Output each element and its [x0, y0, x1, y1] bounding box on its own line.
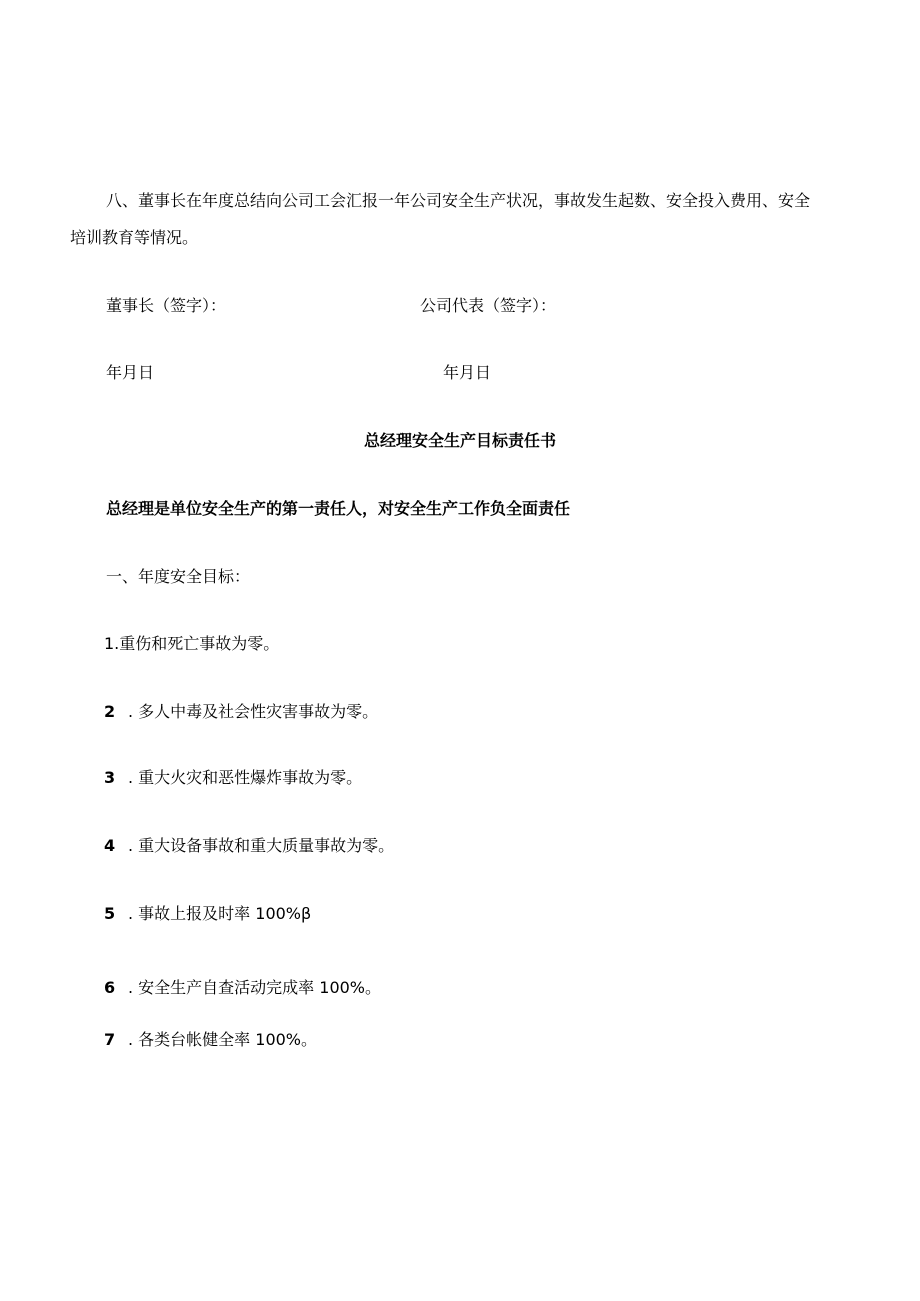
goal-text: 重伤和死亡事故为零。	[119, 634, 280, 653]
goal-number: 3	[104, 768, 116, 787]
goal-number: 4	[104, 836, 116, 855]
goal-text: . 重大火灾和恶性爆炸事故为零。	[128, 768, 363, 787]
section-8-line-2: 培训教育等情况。	[70, 228, 199, 247]
goals-heading: 一、年度安全目标：	[106, 567, 251, 586]
goal-number: 7	[104, 1030, 116, 1049]
goal-number: 5	[104, 904, 116, 923]
goal-text: . 重大设备事故和重大质量事故为零。	[128, 836, 395, 855]
goal-text: . 各类台帐健全率 100%。	[128, 1030, 318, 1049]
goal-text: . 事故上报及时率 100%β	[128, 904, 312, 923]
goal-number: 6	[104, 978, 116, 997]
company-rep-signature-label: 公司代表（签字）：	[420, 296, 557, 315]
section-8-line-1: 八、董事长在年度总结向公司工会汇报一年公司安全生产状况，事故发生起数、安全投入费用、安全	[106, 191, 811, 210]
goal-text: . 多人中毒及社会性灾害事故为零。	[128, 702, 379, 721]
goal-item-6	[104, 978, 381, 998]
goal-item-2	[104, 702, 378, 722]
goal-item-4	[104, 836, 394, 856]
goal-item-5	[104, 904, 311, 924]
goal-number: 2	[104, 702, 116, 721]
goal-text: . 安全生产自查活动完成率 100%。	[128, 978, 382, 997]
goal-item-3	[104, 768, 362, 788]
date-left: 年月日	[106, 363, 155, 382]
doc-title: 总经理安全生产目标责任书	[363, 431, 556, 450]
date-right: 年月日	[443, 363, 492, 382]
goal-number: 1.	[104, 634, 120, 653]
chairman-signature-label: 董事长（签字）：	[106, 296, 227, 315]
intro-statement: 总经理是单位安全生产的第一责任人，对安全生产工作负全面责任	[106, 499, 571, 518]
goal-item-1	[104, 634, 279, 654]
goal-item-7	[104, 1030, 317, 1050]
